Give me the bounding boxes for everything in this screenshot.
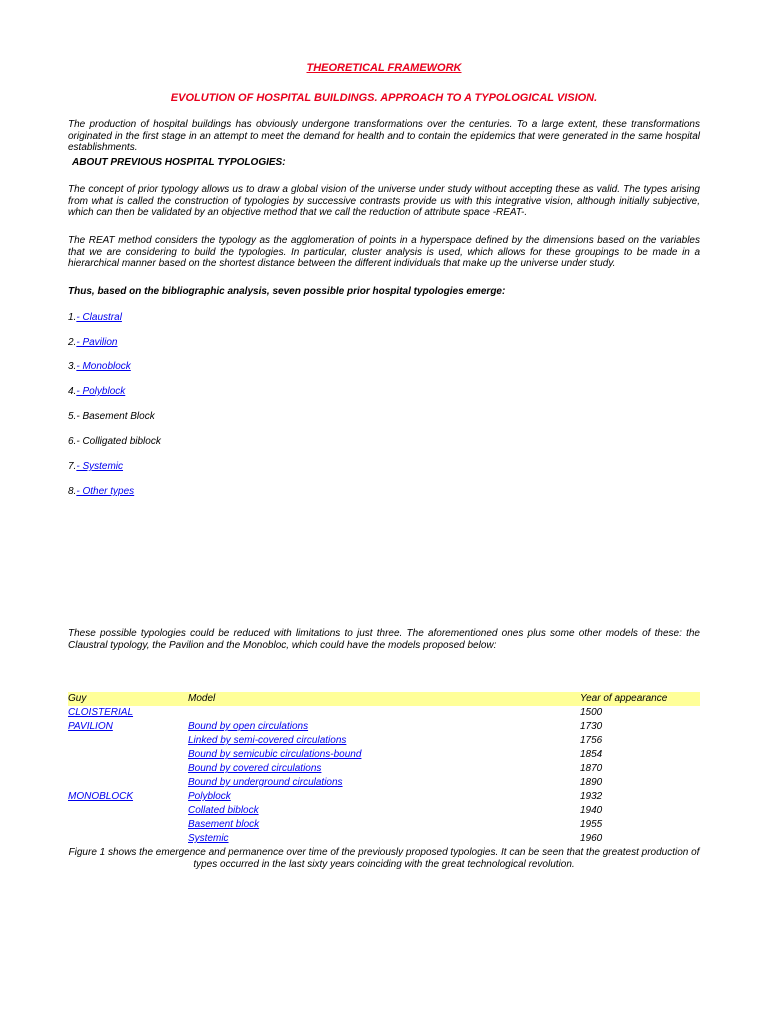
typology-table <box>68 692 700 846</box>
model-link[interactable]: Basement block <box>188 819 260 830</box>
table-row <box>68 818 700 832</box>
table-cell-year: 1870 <box>580 763 603 774</box>
table-cell-guy <box>68 734 188 748</box>
table-cell-year: 1854 <box>580 749 603 760</box>
table-cell-guy <box>68 776 188 790</box>
table-cell-guy <box>68 748 188 762</box>
type-link[interactable]: PAVILION <box>68 721 113 732</box>
list-item[interactable] <box>68 461 123 473</box>
table-row <box>68 748 700 762</box>
list-item-number: 5. <box>68 411 77 422</box>
list-item-number: 7. <box>68 461 77 472</box>
model-link[interactable]: Bound by semicubic circulations-bound <box>188 749 362 760</box>
list-item[interactable] <box>68 337 117 349</box>
table-row <box>68 804 700 818</box>
model-link[interactable]: Polyblock <box>188 791 231 802</box>
model-link[interactable]: Bound by underground circulations <box>188 777 343 788</box>
table-cell-year: 1500 <box>580 707 603 718</box>
type-link[interactable]: MONOBLOCK <box>68 791 134 802</box>
model-link[interactable]: Systemic <box>188 833 229 844</box>
list-item-number: 6. <box>68 436 77 447</box>
table-cell-year: 1932 <box>580 791 603 802</box>
header-model: Model <box>188 692 580 706</box>
paragraph-typologies-emerge: Thus, based on the bibliographic analysis, seven possible prior hospital typologies emerge: <box>68 286 506 297</box>
list-item-link[interactable]: - Other types <box>76 486 135 497</box>
type-link[interactable]: CLOISTERIAL <box>68 707 134 718</box>
table-row <box>68 790 700 804</box>
list-item-link[interactable]: - Monoblock <box>76 361 131 372</box>
table-row <box>68 832 700 846</box>
table-cell-model[interactable] <box>188 804 580 818</box>
table-row <box>68 734 700 748</box>
list-item-number: 3. <box>68 361 77 372</box>
model-link[interactable]: Linked by semi-covered circulations <box>188 735 347 746</box>
table-cell-guy <box>68 762 188 776</box>
table-cell-year: 1960 <box>580 833 603 844</box>
table-cell-model[interactable] <box>188 720 580 734</box>
list-item-number: 4. <box>68 386 77 397</box>
table-cell-guy <box>68 804 188 818</box>
figure-caption: Figure 1 shows the emergence and permanence over time of the previously proposed typologies. It can be seen that the greatest production of types occurred in the last sixty years coinciding with the great technological revolution. <box>68 847 700 870</box>
table-cell-guy <box>68 832 188 846</box>
table-cell-year: 1940 <box>580 805 603 816</box>
model-link[interactable]: Bound by open circulations <box>188 721 309 732</box>
table-cell-model[interactable] <box>188 748 580 762</box>
table-header-row <box>68 692 700 706</box>
header-guy: Guy <box>68 692 188 706</box>
table-cell-guy[interactable] <box>68 720 188 734</box>
header-year: Year of appearance <box>580 692 700 706</box>
page-title: THEORETICAL FRAMEWORK <box>306 62 462 74</box>
list-item-link[interactable]: - Systemic <box>76 461 124 472</box>
model-link[interactable]: Bound by covered circulations <box>188 763 322 774</box>
list-item-link[interactable]: - Claustral <box>76 312 122 323</box>
list-item-text: - Basement Block <box>76 411 155 422</box>
list-item <box>68 436 161 448</box>
table-cell-year: 1756 <box>580 735 603 746</box>
paragraph-prior-typology: The concept of prior typology allows us to draw a global vision of the universe under study without accepting these as valid. The types arising from what is called the construction of typologies by successive contrasts provide us with this integrative vision, although initially subjective, which can then be validated by an objective method that we call the reduction of attribute space -REAT-. <box>68 184 700 218</box>
list-item-link[interactable]: - Polyblock <box>76 386 126 397</box>
section-heading: ABOUT PREVIOUS HOSPITAL TYPOLOGIES: <box>72 157 286 168</box>
list-item[interactable] <box>68 361 131 373</box>
page-subtitle: EVOLUTION OF HOSPITAL BUILDINGS. APPROACH TO A TYPOLOGICAL VISION. <box>170 92 598 104</box>
model-link[interactable]: Collated biblock <box>188 805 259 816</box>
table-row <box>68 720 700 734</box>
list-item[interactable] <box>68 312 122 324</box>
table-row <box>68 706 700 720</box>
table-cell-model[interactable] <box>188 818 580 832</box>
paragraph-reat-method: The REAT method considers the typology as the agglomeration of points in a hyperspace defined by the dimensions based on the variables that we are considering to build the typologies. In particular, cluster analysis is used, which allows for these groupings to be made in a hierarchical manner based on the shortest distance between the different individuals that make up the universe under study. <box>68 235 700 269</box>
list-item-text: - Colligated biblock <box>76 436 161 447</box>
list-item[interactable] <box>68 486 134 498</box>
table-cell-year: 1730 <box>580 721 603 732</box>
list-item-number: 8. <box>68 486 77 497</box>
table-cell-year: 1955 <box>580 819 603 830</box>
table-cell-model <box>188 706 580 720</box>
table-cell-year: 1890 <box>580 777 603 788</box>
table-cell-model[interactable] <box>188 734 580 748</box>
table-cell-guy[interactable] <box>68 790 188 804</box>
table-cell-guy <box>68 818 188 832</box>
list-item[interactable] <box>68 386 125 398</box>
paragraph-reduced-typologies: These possible typologies could be reduced with limitations to just three. The aforementioned ones plus some other models of these: the Claustral typology, the Pavilion and the Monobloc, which could have the models proposed below: <box>68 628 700 651</box>
table-cell-model[interactable] <box>188 762 580 776</box>
table-row <box>68 762 700 776</box>
table-cell-model[interactable] <box>188 832 580 846</box>
table-row <box>68 776 700 790</box>
list-item-number: 1. <box>68 312 77 323</box>
table-cell-guy[interactable] <box>68 706 188 720</box>
list-item-number: 2. <box>68 337 77 348</box>
list-item-link[interactable]: - Pavilion <box>76 337 118 348</box>
table-cell-model[interactable] <box>188 790 580 804</box>
intro-paragraph: The production of hospital buildings has obviously undergone transformations over the centuries. To a large extent, these transformations originated in the first stage in an attempt to meet the demand for health and to contain the epidemics that were generated in the same hospital establishments. <box>68 119 700 153</box>
list-item <box>68 411 155 423</box>
table-cell-model[interactable] <box>188 776 580 790</box>
